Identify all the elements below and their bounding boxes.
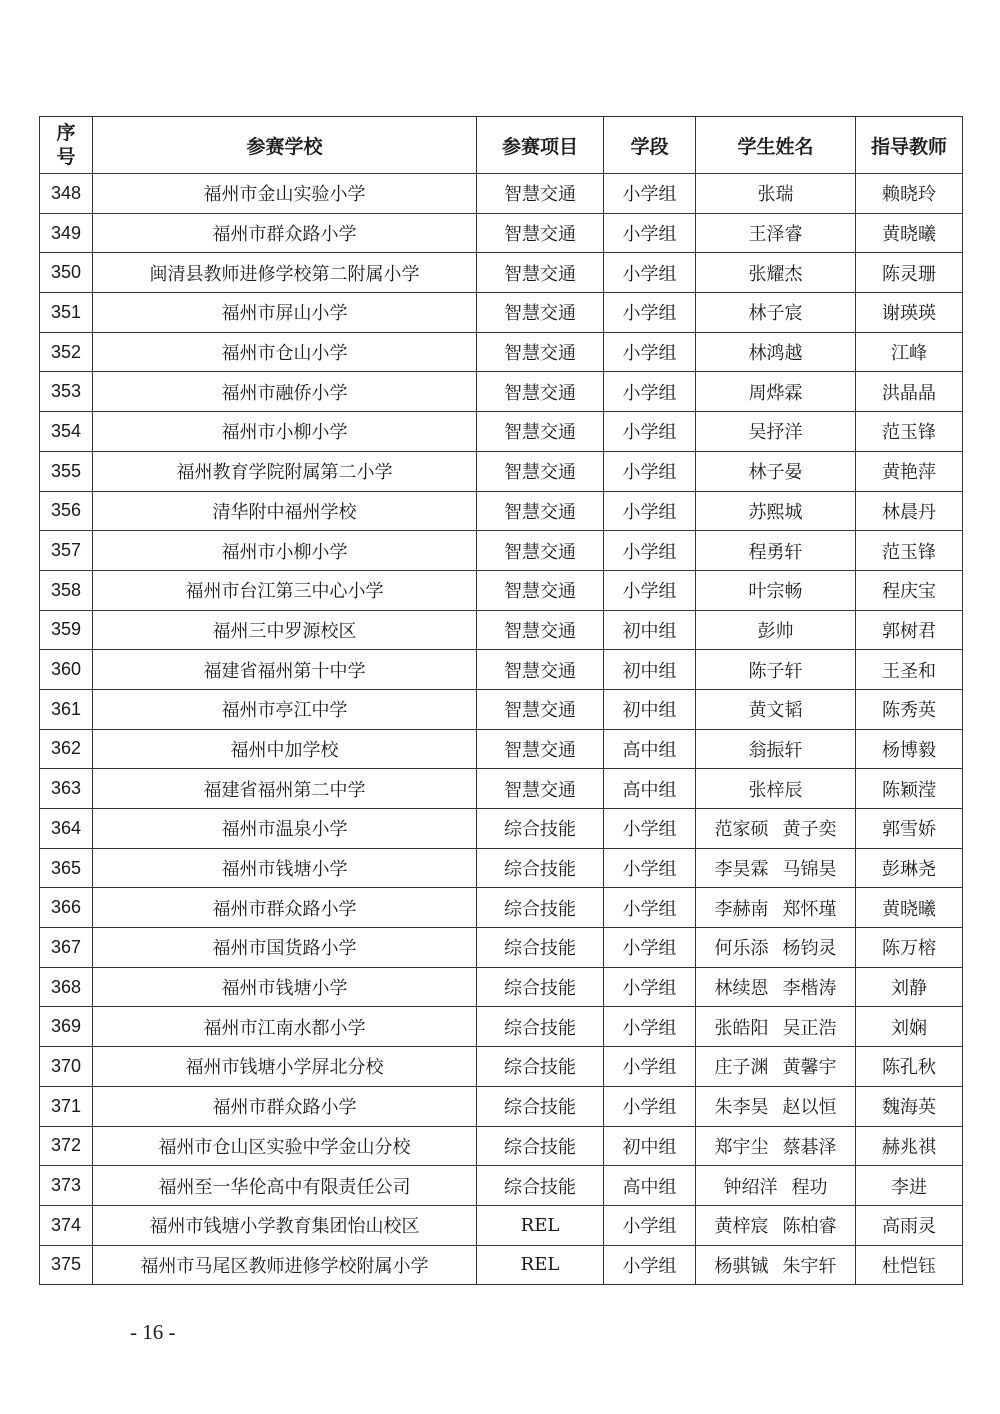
cell-students [696, 967, 856, 1007]
cell-school: 福州中加学校 [93, 729, 477, 769]
cell-teacher: 洪晶晶 [856, 372, 963, 412]
cell-level: 小学组 [604, 1086, 696, 1126]
cell-project: 智慧交通 [477, 689, 604, 729]
student-name: 张皓阳 [714, 1017, 769, 1039]
cell-seq: 374 [40, 1205, 93, 1245]
cell-school: 福州市金山实验小学 [93, 174, 477, 214]
cell-students [696, 689, 856, 729]
cell-teacher: 魏海英 [856, 1086, 963, 1126]
cell-students [696, 1245, 856, 1285]
cell-teacher: 陈秀英 [856, 689, 963, 729]
cell-teacher: 赫兆祺 [856, 1126, 963, 1166]
cell-seq: 357 [40, 531, 93, 571]
cell-teacher: 陈灵珊 [856, 253, 963, 293]
student-name: 叶宗畅 [748, 581, 803, 603]
cell-level: 小学组 [604, 809, 696, 849]
cell-teacher: 林晨丹 [856, 491, 963, 531]
header-row [40, 117, 963, 174]
cell-project: 综合技能 [477, 1086, 604, 1126]
cell-seq: 373 [40, 1166, 93, 1206]
student-name: 蔡碁泽 [782, 1136, 837, 1158]
cell-school: 福州市融侨小学 [93, 372, 477, 412]
cell-seq: 364 [40, 809, 93, 849]
cell-students [696, 570, 856, 610]
cell-level: 小学组 [604, 1245, 696, 1285]
table-row [40, 928, 963, 968]
cell-seq: 372 [40, 1126, 93, 1166]
cell-school: 福州市群众路小学 [93, 213, 477, 253]
cell-teacher: 谢瑛瑛 [856, 293, 963, 333]
cell-school: 福州三中罗源校区 [93, 610, 477, 650]
student-name: 钟绍洋 [723, 1176, 778, 1198]
cell-project: 智慧交通 [477, 293, 604, 333]
student-name: 黄文韬 [748, 700, 803, 722]
cell-project: 综合技能 [477, 848, 604, 888]
cell-seq: 353 [40, 372, 93, 412]
table-row [40, 293, 963, 333]
table-row [40, 689, 963, 729]
table-row [40, 967, 963, 1007]
cell-students [696, 769, 856, 809]
cell-school: 福州市钱塘小学 [93, 967, 477, 1007]
cell-students [696, 1205, 856, 1245]
cell-project: 综合技能 [477, 1047, 604, 1087]
cell-seq: 369 [40, 1007, 93, 1047]
cell-project: 智慧交通 [477, 610, 604, 650]
cell-project: 综合技能 [477, 928, 604, 968]
student-name: 杨钧灵 [782, 938, 837, 960]
cell-project: 综合技能 [477, 1007, 604, 1047]
cell-students [696, 1166, 856, 1206]
cell-level: 高中组 [604, 769, 696, 809]
cell-project: 智慧交通 [477, 531, 604, 571]
cell-teacher: 郭树君 [856, 610, 963, 650]
table-body [40, 174, 963, 1285]
cell-project: 智慧交通 [477, 174, 604, 214]
cell-school: 福州市钱塘小学屏北分校 [93, 1047, 477, 1087]
student-name: 翁振轩 [748, 739, 803, 761]
cell-teacher: 彭琳尧 [856, 848, 963, 888]
student-name: 陈子轩 [748, 660, 803, 682]
header-level: 学段 [604, 117, 696, 174]
table-row [40, 1126, 963, 1166]
cell-project: 智慧交通 [477, 570, 604, 610]
student-name: 何乐添 [714, 938, 769, 960]
cell-students [696, 253, 856, 293]
cell-project: 智慧交通 [477, 491, 604, 531]
cell-seq: 362 [40, 729, 93, 769]
student-name: 张梓辰 [748, 779, 803, 801]
cell-school: 福州市温泉小学 [93, 809, 477, 849]
cell-school: 福州市屏山小学 [93, 293, 477, 333]
student-name: 吴正浩 [782, 1017, 837, 1039]
student-name: 林鸿越 [748, 343, 803, 365]
cell-school: 闽清县教师进修学校第二附属小学 [93, 253, 477, 293]
cell-level: 小学组 [604, 372, 696, 412]
cell-students [696, 928, 856, 968]
table-row [40, 888, 963, 928]
cell-level: 小学组 [604, 1047, 696, 1087]
cell-project: 智慧交通 [477, 253, 604, 293]
student-name: 范家硕 [714, 819, 769, 841]
cell-seq: 365 [40, 848, 93, 888]
cell-level: 小学组 [604, 967, 696, 1007]
header-seq-line2: 号 [56, 146, 76, 168]
table-row [40, 372, 963, 412]
cell-teacher: 杜恺钰 [856, 1245, 963, 1285]
table-row [40, 174, 963, 214]
cell-teacher: 范玉锋 [856, 412, 963, 452]
cell-level: 小学组 [604, 570, 696, 610]
cell-students [696, 729, 856, 769]
student-name: 林子宸 [748, 303, 803, 325]
student-name: 李赫南 [714, 898, 769, 920]
student-name: 朱李昊 [714, 1097, 769, 1119]
table-row [40, 1166, 963, 1206]
cell-level: 初中组 [604, 650, 696, 690]
cell-teacher: 刘娴 [856, 1007, 963, 1047]
cell-school: 福州市亭江中学 [93, 689, 477, 729]
cell-project: 综合技能 [477, 888, 604, 928]
cell-teacher: 王圣和 [856, 650, 963, 690]
cell-seq: 350 [40, 253, 93, 293]
cell-level: 小学组 [604, 1205, 696, 1245]
cell-school: 福州市台江第三中心小学 [93, 570, 477, 610]
cell-students [696, 1126, 856, 1166]
cell-level: 高中组 [604, 1166, 696, 1206]
cell-level: 小学组 [604, 928, 696, 968]
cell-level: 小学组 [604, 1007, 696, 1047]
header-teacher: 指导教师 [856, 117, 963, 174]
cell-level: 高中组 [604, 729, 696, 769]
table-row [40, 491, 963, 531]
cell-level: 初中组 [604, 689, 696, 729]
cell-level: 小学组 [604, 253, 696, 293]
cell-school: 福州教育学院附属第二小学 [93, 451, 477, 491]
cell-students [696, 1086, 856, 1126]
cell-seq: 371 [40, 1086, 93, 1126]
cell-project: 综合技能 [477, 1126, 604, 1166]
cell-school: 福建省福州第十中学 [93, 650, 477, 690]
cell-students [696, 610, 856, 650]
header-school: 参赛学校 [93, 117, 477, 174]
cell-project: 智慧交通 [477, 412, 604, 452]
student-name: 苏熙城 [748, 501, 803, 523]
cell-students [696, 531, 856, 571]
cell-seq: 370 [40, 1047, 93, 1087]
cell-seq: 354 [40, 412, 93, 452]
student-name: 李楷涛 [782, 978, 837, 1000]
cell-school: 福州市江南水都小学 [93, 1007, 477, 1047]
header-project: 参赛项目 [477, 117, 604, 174]
cell-teacher: 杨博毅 [856, 729, 963, 769]
cell-school: 福州市仓山小学 [93, 332, 477, 372]
cell-teacher: 陈孔秋 [856, 1047, 963, 1087]
student-name: 李昊霖 [714, 859, 769, 881]
cell-level: 小学组 [604, 174, 696, 214]
table-row [40, 531, 963, 571]
cell-school: 福州市群众路小学 [93, 1086, 477, 1126]
cell-project: 智慧交通 [477, 769, 604, 809]
student-name: 彭帅 [757, 620, 794, 642]
table-row [40, 412, 963, 452]
student-name: 张耀杰 [748, 263, 803, 285]
student-name: 黄馨宇 [782, 1057, 837, 1079]
cell-teacher: 黄晓曦 [856, 888, 963, 928]
cell-level: 小学组 [604, 848, 696, 888]
table-row [40, 848, 963, 888]
cell-project: 智慧交通 [477, 451, 604, 491]
table-row [40, 1086, 963, 1126]
table-row [40, 650, 963, 690]
cell-project: 综合技能 [477, 967, 604, 1007]
cell-teacher: 赖晓玲 [856, 174, 963, 214]
cell-seq: 355 [40, 451, 93, 491]
cell-level: 小学组 [604, 332, 696, 372]
cell-teacher: 陈万榕 [856, 928, 963, 968]
cell-teacher: 江峰 [856, 332, 963, 372]
page-number: - 16 - [130, 1320, 176, 1344]
student-name: 张瑞 [757, 184, 794, 206]
cell-level: 小学组 [604, 293, 696, 333]
cell-teacher: 黄晓曦 [856, 213, 963, 253]
cell-project: 综合技能 [477, 1166, 604, 1206]
cell-students [696, 293, 856, 333]
header-seq-line1: 序 [56, 122, 76, 144]
student-name: 郑怀瑾 [782, 898, 837, 920]
cell-seq: 356 [40, 491, 93, 531]
student-name: 杨骐铖 [714, 1255, 769, 1277]
cell-project: REL [477, 1245, 604, 1285]
student-name: 朱宇轩 [782, 1255, 837, 1277]
cell-seq: 366 [40, 888, 93, 928]
student-name: 赵以恒 [782, 1097, 837, 1119]
cell-students [696, 174, 856, 214]
cell-school: 福州市小柳小学 [93, 531, 477, 571]
cell-school: 福州市钱塘小学 [93, 848, 477, 888]
cell-project: 智慧交通 [477, 372, 604, 412]
results-table-container [39, 116, 962, 1285]
cell-seq: 368 [40, 967, 93, 1007]
cell-students [696, 809, 856, 849]
cell-level: 小学组 [604, 213, 696, 253]
cell-students [696, 412, 856, 452]
table-row [40, 1205, 963, 1245]
student-name: 庄子渊 [714, 1057, 769, 1079]
cell-seq: 363 [40, 769, 93, 809]
cell-students [696, 451, 856, 491]
cell-teacher: 刘静 [856, 967, 963, 1007]
cell-school: 福州市钱塘小学教育集团怡山校区 [93, 1205, 477, 1245]
student-name: 程功 [791, 1176, 828, 1198]
cell-students [696, 491, 856, 531]
student-name: 黄梓宸 [714, 1216, 769, 1238]
cell-level: 小学组 [604, 888, 696, 928]
cell-students [696, 213, 856, 253]
table-row [40, 1047, 963, 1087]
student-name: 林续恩 [714, 978, 769, 1000]
cell-teacher: 高雨灵 [856, 1205, 963, 1245]
cell-seq: 349 [40, 213, 93, 253]
cell-teacher: 陈颖滢 [856, 769, 963, 809]
cell-seq: 361 [40, 689, 93, 729]
table-header [40, 117, 963, 174]
student-name: 王泽睿 [748, 224, 803, 246]
cell-students [696, 372, 856, 412]
header-seq [40, 117, 93, 174]
cell-school: 福州市小柳小学 [93, 412, 477, 452]
cell-project: REL [477, 1205, 604, 1245]
table-row [40, 253, 963, 293]
cell-students [696, 1007, 856, 1047]
cell-level: 初中组 [604, 610, 696, 650]
cell-students [696, 332, 856, 372]
cell-seq: 367 [40, 928, 93, 968]
student-name: 陈柏睿 [782, 1216, 837, 1238]
cell-school: 福州市仓山区实验中学金山分校 [93, 1126, 477, 1166]
cell-teacher: 黄艳萍 [856, 451, 963, 491]
table-row [40, 809, 963, 849]
cell-teacher: 程庆宝 [856, 570, 963, 610]
cell-level: 小学组 [604, 531, 696, 571]
cell-school: 福州市群众路小学 [93, 888, 477, 928]
cell-seq: 375 [40, 1245, 93, 1285]
cell-project: 智慧交通 [477, 729, 604, 769]
table-row [40, 451, 963, 491]
cell-seq: 348 [40, 174, 93, 214]
cell-teacher: 李进 [856, 1166, 963, 1206]
student-name: 林子晏 [748, 462, 803, 484]
table-row [40, 332, 963, 372]
cell-seq: 360 [40, 650, 93, 690]
table-row [40, 1245, 963, 1285]
cell-school: 福州至一华伦高中有限责任公司 [93, 1166, 477, 1206]
cell-project: 智慧交通 [477, 332, 604, 372]
results-table [39, 116, 963, 1285]
cell-teacher: 郭雪娇 [856, 809, 963, 849]
cell-level: 小学组 [604, 491, 696, 531]
cell-students [696, 1047, 856, 1087]
cell-level: 小学组 [604, 412, 696, 452]
table-row [40, 213, 963, 253]
table-row [40, 610, 963, 650]
cell-school: 福州市马尾区教师进修学校附属小学 [93, 1245, 477, 1285]
student-name: 程勇轩 [748, 541, 803, 563]
table-row [40, 769, 963, 809]
cell-project: 智慧交通 [477, 650, 604, 690]
cell-project: 综合技能 [477, 809, 604, 849]
cell-seq: 359 [40, 610, 93, 650]
cell-students [696, 888, 856, 928]
cell-school: 清华附中福州学校 [93, 491, 477, 531]
student-name: 吴抒洋 [748, 422, 803, 444]
cell-teacher: 范玉锋 [856, 531, 963, 571]
cell-seq: 352 [40, 332, 93, 372]
cell-project: 智慧交通 [477, 213, 604, 253]
header-students: 学生姓名 [696, 117, 856, 174]
cell-seq: 351 [40, 293, 93, 333]
student-name: 黄子奕 [782, 819, 837, 841]
cell-seq: 358 [40, 570, 93, 610]
table-row [40, 729, 963, 769]
cell-school: 福州市国货路小学 [93, 928, 477, 968]
cell-school: 福建省福州第二中学 [93, 769, 477, 809]
student-name: 马锦昊 [782, 859, 837, 881]
student-name: 郑宇尘 [714, 1136, 769, 1158]
cell-level: 初中组 [604, 1126, 696, 1166]
table-row [40, 570, 963, 610]
cell-students [696, 650, 856, 690]
cell-level: 小学组 [604, 451, 696, 491]
table-row [40, 1007, 963, 1047]
student-name: 周烨霖 [748, 382, 803, 404]
cell-students [696, 848, 856, 888]
